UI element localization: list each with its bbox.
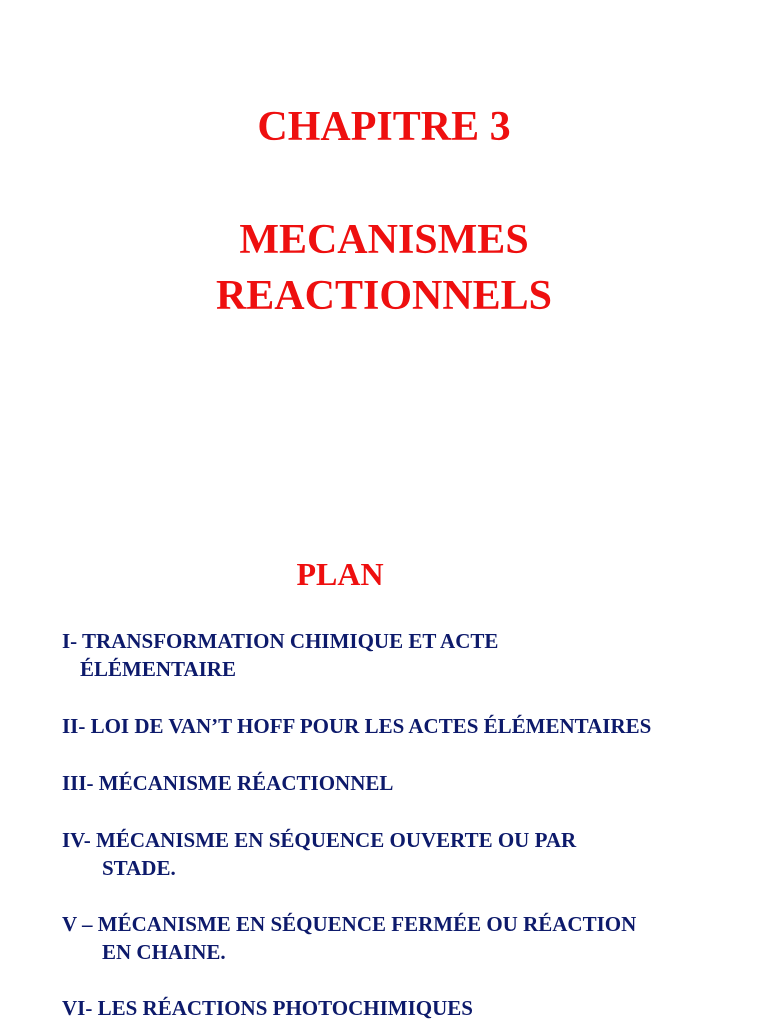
- plan-item-4: [62, 826, 752, 882]
- chapter-title: CHAPITRE 3: [257, 104, 511, 150]
- main-title-line-2: REACTIONNELS: [215, 273, 553, 319]
- plan-heading: PLAN: [296, 556, 384, 592]
- plan-item-5-line-2: EN CHAINE.: [102, 940, 226, 964]
- plan-item-3-line-1: III- MÉCANISME RÉACTIONNEL: [62, 771, 394, 795]
- plan-item-1-line-2: ÉLÉMENTAIRE: [80, 657, 236, 681]
- plan-item-3: [62, 769, 752, 797]
- plan-item-1: [62, 627, 752, 683]
- plan-item-2: [62, 712, 752, 740]
- plan-item-6: [62, 994, 752, 1022]
- plan-item-5: [62, 910, 752, 966]
- plan-item-1-line-1: I- TRANSFORMATION CHIMIQUE ET ACTE: [62, 629, 499, 653]
- plan-item-4-line-2: STADE.: [102, 856, 176, 880]
- plan-item-4-line-1: IV- MÉCANISME EN SÉQUENCE OUVERTE OU PAR: [62, 828, 577, 852]
- plan-item-6-line-1: VI- LES RÉACTIONS PHOTOCHIMIQUES: [62, 996, 473, 1020]
- main-title-line-1: MECANISMES: [239, 217, 529, 263]
- plan-item-5-line-1: V – MÉCANISME EN SÉQUENCE FERMÉE OU RÉACTION: [62, 912, 637, 936]
- plan-item-2-line-1: II- LOI DE VAN’T HOFF POUR LES ACTES ÉLÉMENTAIRES: [62, 714, 652, 738]
